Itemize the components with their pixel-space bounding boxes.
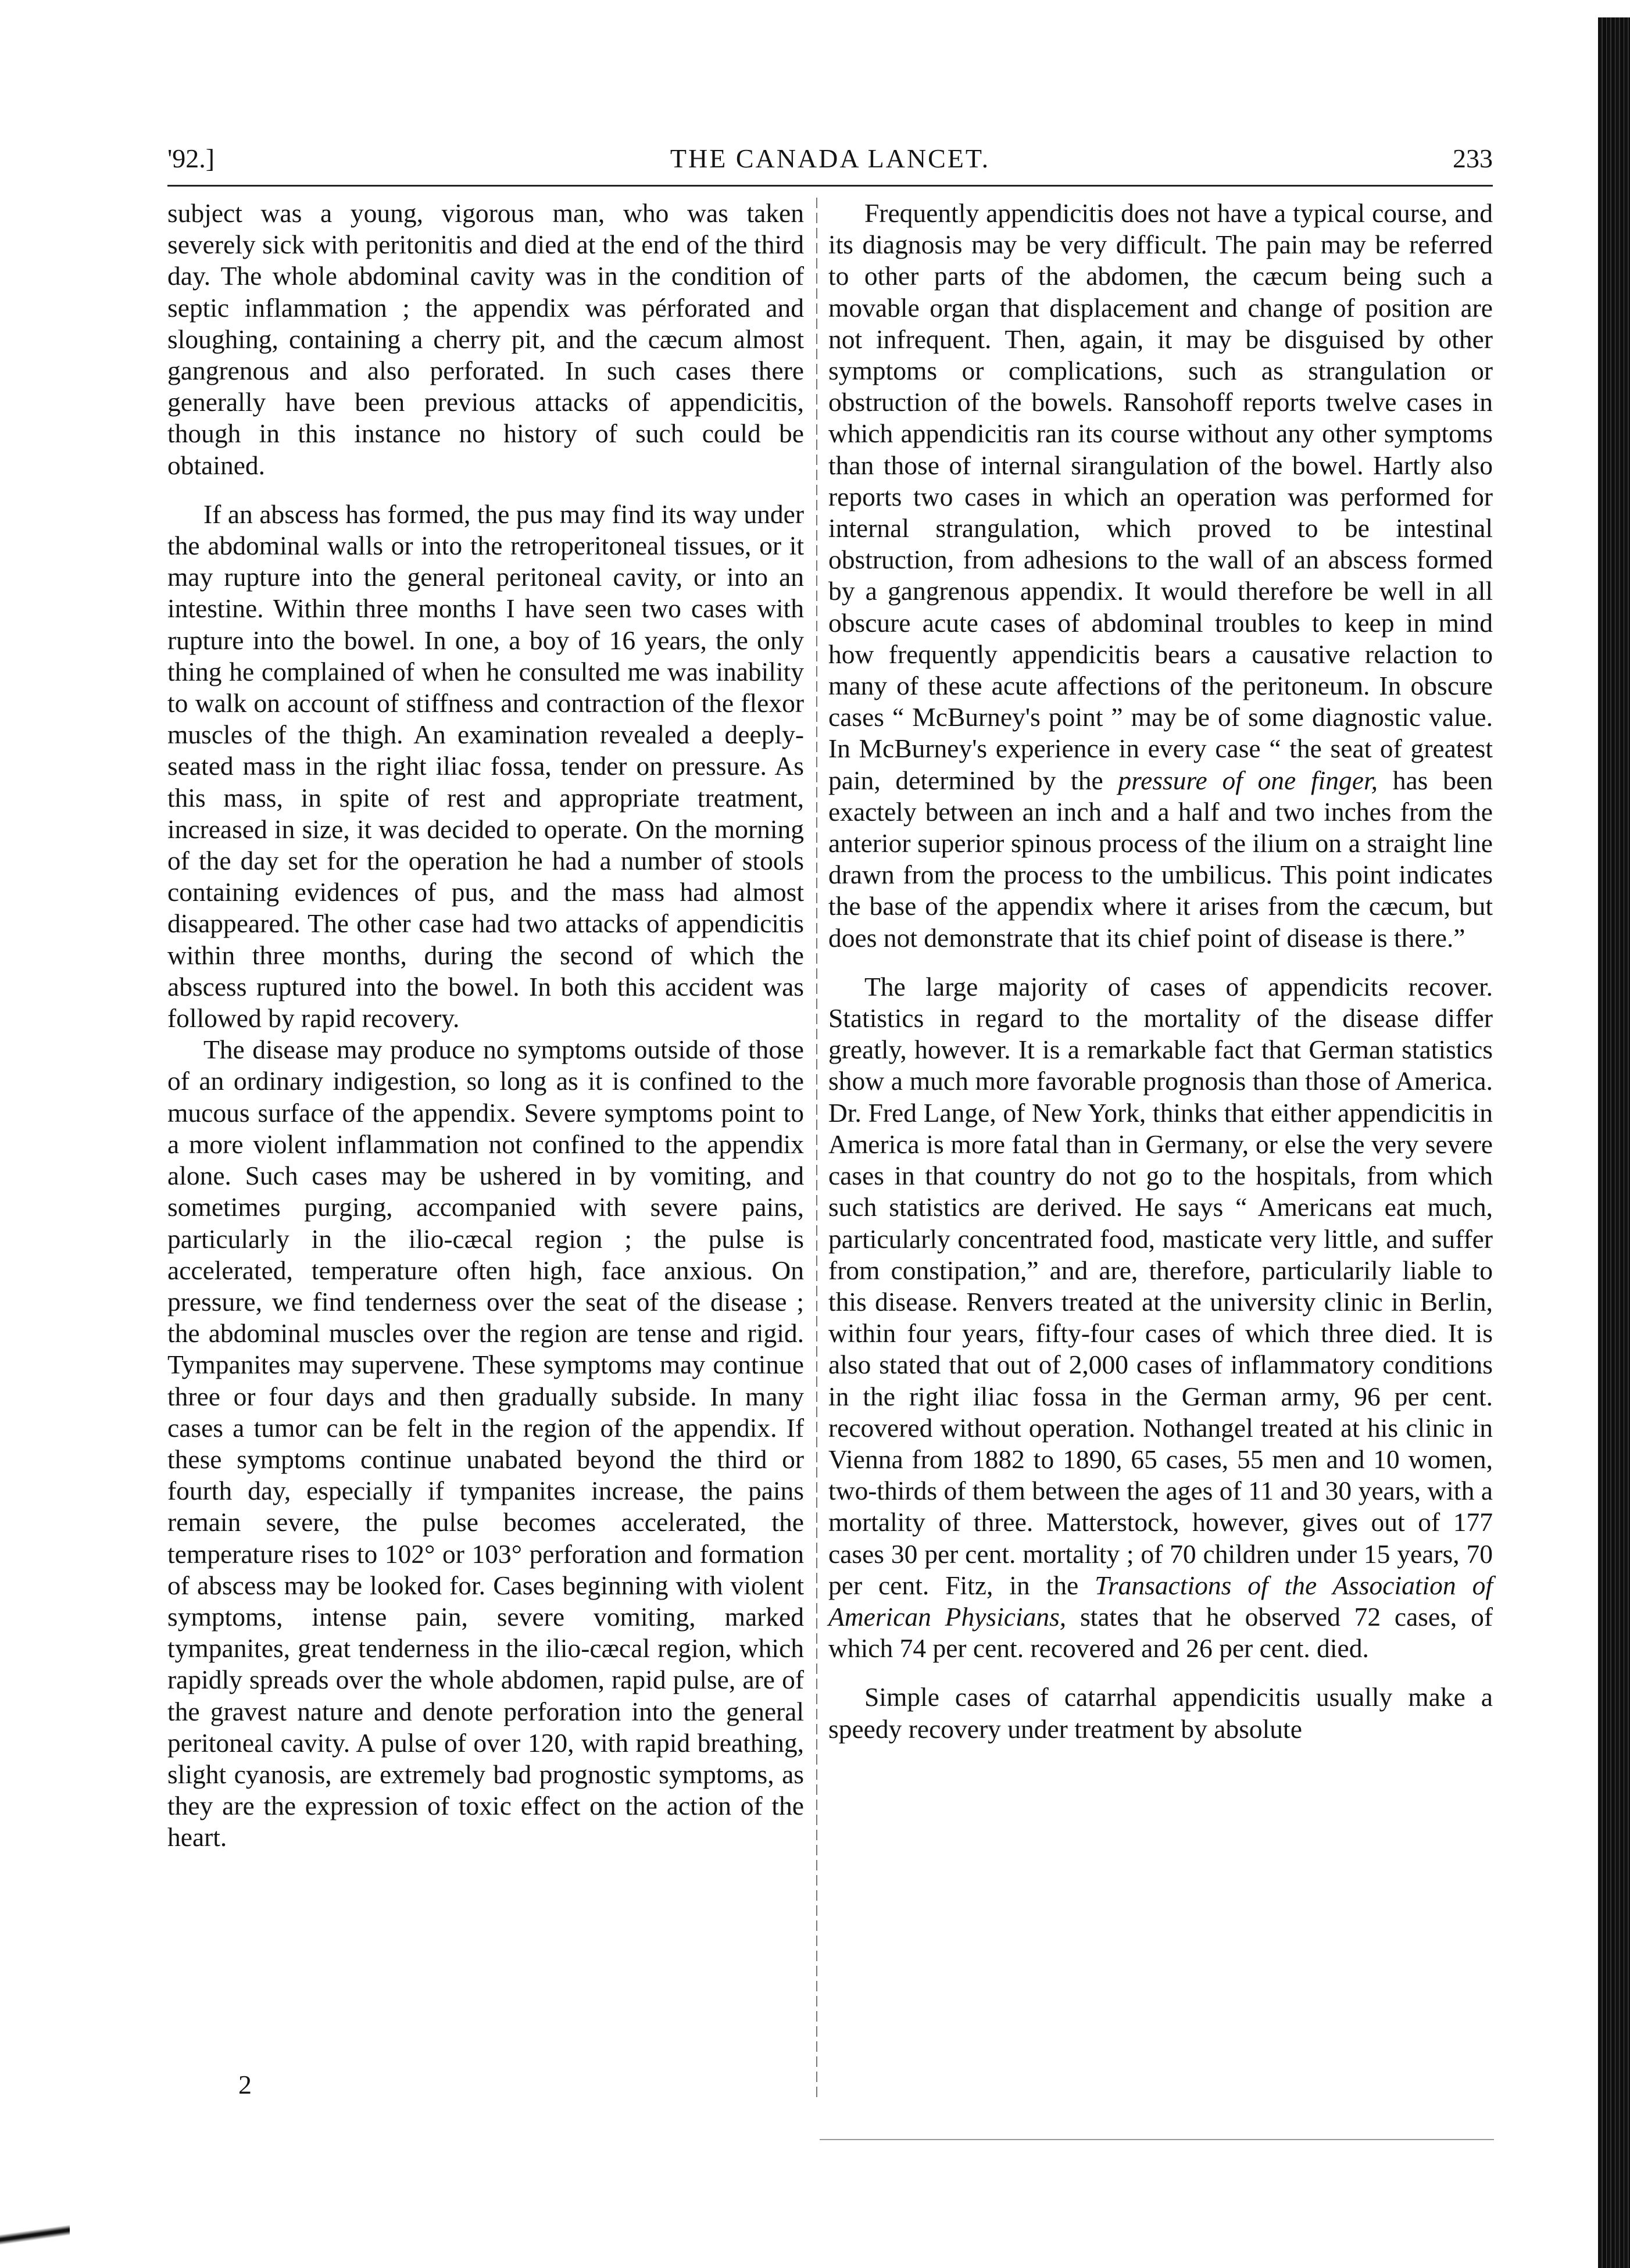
italic-phrase: pressure of one finger, [1118, 765, 1378, 795]
paragraph: Simple cases of catarrhal appendicitis usually make a speedy recovery under treatment by absolute [828, 1682, 1493, 1744]
header-rule [167, 185, 1493, 187]
running-title: THE CANADA LANCET. [670, 144, 991, 173]
text-run: states that he observed 72 cases, of which 74 per cent. recovered and 26 per cent. died. [828, 1601, 1493, 1664]
folio-year: '92.] [167, 144, 215, 173]
scan-artifact [0, 2225, 70, 2245]
text-run: The large majority of cases of appendicits recover. Statistics in regard to the mortality of the disease differ greatly, however. It is a remarkable fact that German statistics show a much more favorable prognosis than those of America. Dr. Fred Lange, of New York, thinks that either appendicitis in America is more fatal than in Germany, or else the very severe cases in that country do not go to the hospitals, from which such statistics are derived. He says “ Americans eat much, particularly concentrated food, masticate very little, and suffer from constipation,” and are, therefore, particularily liable to this disease. Renvers treated at the university clinic in Berlin, within four years, fifty-four cases of which three died. It is also stated that out of 2,000 cases of inflammatory conditions in the right iliac fossa in the German army, 96 per cent. recovered without operation. Nothangel treated at his clinic in Vienna from 1882 to 1890, 65 cases, 55 men and 10 women, two-thirds of them between the ages of 11 and 30 years, with a mortality of three. Matterstock, however, gives out of 177 cases 30 per cent. mortality ; of 70 children under 15 years, 70 per cent. Fitz, in the [828, 971, 1493, 1600]
bottom-rule [820, 2139, 1494, 2140]
paragraph [828, 198, 1493, 954]
right-column [828, 198, 1493, 1745]
paragraph: subject was a young, vigorous man, who was taken severely sick with peritonitis and died at the end of the third day. The whole abdominal cavity was in the condition of septic inflammation ; the appendix was pérforated and sloughing, containing a cherry pit, and the cæcum almost gangrenous and also perforated. In such cases there generally have been previous attacks of appendicitis, though in this instance no history of such could be obtained. [167, 198, 804, 480]
paragraph: If an abscess has formed, the pus may find its way under the abdominal walls or into the retroperitoneal tissues, or it may rupture into the general peritoneal cavity, or into an intestine. Within three months I have seen two cases with rupture into the bowel. In one, a boy of 16 years, the only thing he complained of when he consulted me was inability to walk on account of stiffness and contraction of the flexor muscles of the thigh. An examination revealed a deeply-seated mass in the right iliac fossa, tender on pressure. As this mass, in spite of rest and appropriate treatment, increased in size, it was decided to operate. On the morning of the day set for the operation he had a number of stools containing evidences of pus, and the mass had almost disappeared. The other case had two attacks of appendicitis within three months, during the second of which the abscess ruptured into the bowel. In both this accident was followed by rapid recovery. [167, 499, 804, 1033]
text-run: Frequently appendicitis does not have a typical course, and its diagnosis may be very difficult. The pain may be referred to other parts of the abdomen, the cæcum being such a movable organ that displacement and change of position are not infrequent. Then, again, it may be disguised by other symptoms or complications, such as strangulation or obstruction of the bowels. Ransohoff reports twelve cases in which appendicitis ran its course without any other symptoms than those of internal sirangulation of the bowel. Hartly also reports two cases in which an operation was performed for internal strangulation, which proved to be intestinal obstruction, from adhesions to the wall of an abscess formed by a gangrenous appendix. It would therefore be well in all obscure acute cases of abdominal troubles to keep in mind how frequently appendicitis bears a causative relaction to many of these acute affections of the peritoneum. In obscure cases “ McBurney's point ” may be of some diagnostic value. In McBurney's experience in every case “ the seat of greatest pain, determined by the [828, 198, 1493, 795]
page-header [167, 138, 1493, 179]
italic-phrase: Transactions of the Association of American Physicians, [828, 1570, 1493, 1632]
text-run: has been exactely between an inch and a half and two inches from the anterior superior spinous process of the ilium on a straight line drawn from the process to the umbilicus. This point indicates the base of the appendix where it arises from the cæcum, but does not demonstrate that its chief point of disease is there.” [828, 765, 1493, 953]
paragraph [828, 971, 1493, 1664]
signature-mark: 2 [238, 2070, 252, 2099]
page-number: 233 [1453, 144, 1493, 173]
column-divider [816, 198, 817, 2098]
left-column [167, 198, 804, 1854]
paragraph: The disease may produce no symptoms outside of those of an ordinary indigestion, so long as it is confined to the mucous surface of the appendix. Severe symptoms point to a more violent inflammation not confined to the appendix alone. Such cases may be ushered in by vomiting, and sometimes purging, accompanied with severe pains, particularly in the ilio-cæcal region ; the pulse is accelerated, temperature often high, face anxious. On pressure, we find tenderness over the seat of the disease ; the abdominal muscles over the region are tense and rigid. Tympanites may supervene. These symptoms may continue three or four days and then gradually subside. In many cases a tumor can be felt in the region of the appendix. If these symptoms continue unabated beyond the third or fourth day, especially if tympanites increase, the pains remain severe, the pulse becomes accelerated, the temperature rises to 102° or 103° perforation and formation of abscess may be looked for. Cases beginning with violent symptoms, intense pain, severe vomiting, marked tympanites, great tenderness in the ilio-cæcal region, which rapidly spreads over the whole abdomen, rapid pulse, are of the gravest nature and denote perforation into the general peritoneal cavity. A pulse of over 120, with rapid breathing, slight cyanosis, are extremely bad prognostic symptoms, as they are the expression of toxic effect on the action of the heart. [167, 1035, 804, 1852]
scan-binding-edge [1598, 17, 1630, 2268]
